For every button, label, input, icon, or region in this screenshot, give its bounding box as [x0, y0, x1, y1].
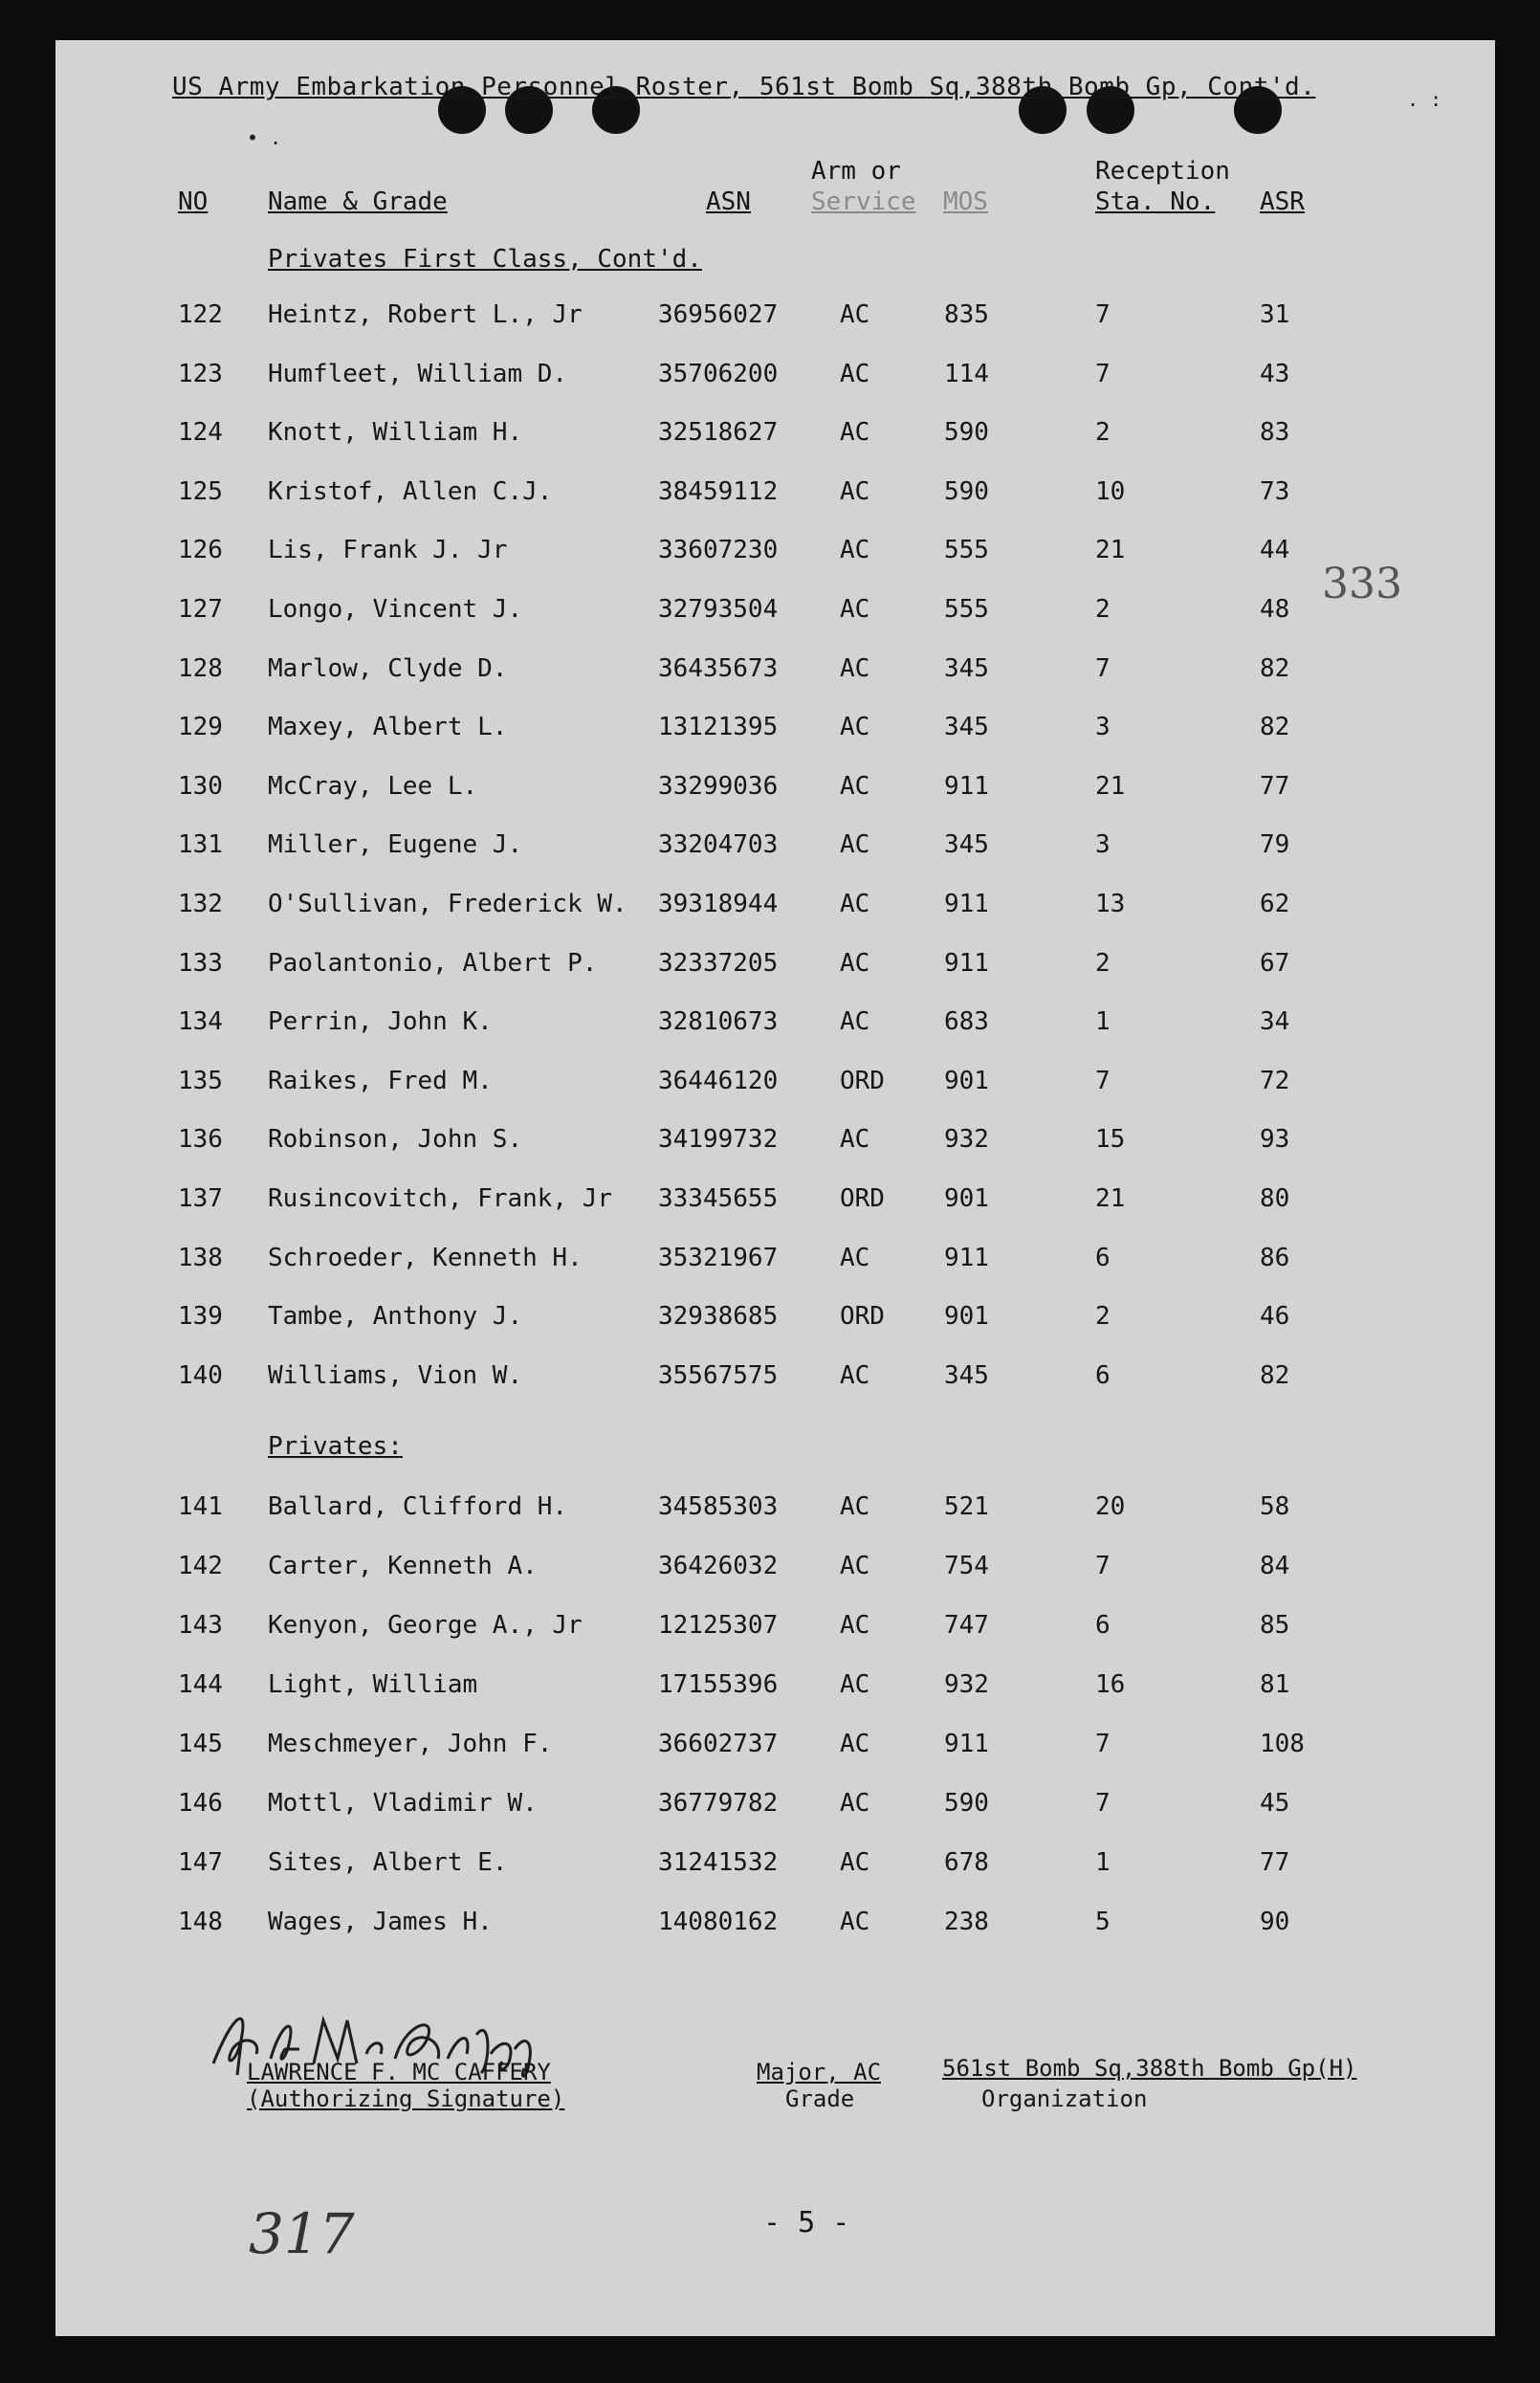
row-reception-sta: 6: [1095, 1611, 1111, 1640]
row-name-grade: Rusincovitch, Frank, Jr: [268, 1184, 613, 1213]
row-arm-service: AC: [840, 1360, 870, 1390]
row-reception-sta: 10: [1095, 476, 1126, 506]
table-row: [55, 1184, 1495, 1223]
row-reception-sta: 16: [1095, 1670, 1126, 1699]
row-name-grade: Longo, Vincent J.: [268, 595, 523, 624]
row-mos: 238: [944, 1908, 989, 1936]
row-number: 131: [178, 830, 223, 860]
header-arm-line2: Service: [811, 188, 916, 216]
row-number: 139: [178, 1302, 223, 1332]
row-arm-service: AC: [840, 653, 870, 683]
row-reception-sta: 6: [1095, 1243, 1111, 1272]
row-asn: 12125307: [658, 1611, 779, 1640]
row-name-grade: Lis, Frank J. Jr: [268, 536, 508, 565]
row-asr: 67: [1260, 948, 1290, 978]
row-number: 132: [178, 890, 223, 918]
speck-mark: . :: [1407, 88, 1442, 111]
row-reception-sta: 7: [1095, 1552, 1111, 1580]
row-asr: 81: [1260, 1670, 1290, 1699]
row-mos: 932: [944, 1125, 989, 1155]
row-asr: 46: [1260, 1302, 1290, 1332]
row-mos: 590: [944, 418, 989, 448]
header-no: NO: [178, 188, 209, 216]
header-asn: ASN: [706, 188, 751, 216]
row-number: 146: [178, 1789, 223, 1818]
row-reception-sta: 2: [1095, 1302, 1111, 1332]
row-arm-service: AC: [840, 890, 870, 918]
row-number: 137: [178, 1184, 223, 1213]
row-reception-sta: 5: [1095, 1908, 1111, 1936]
row-asr: 72: [1260, 1066, 1290, 1095]
table-row: [55, 1730, 1495, 1768]
row-asn: 36602737: [658, 1730, 779, 1758]
row-arm-service: AC: [840, 595, 870, 624]
row-reception-sta: 2: [1095, 418, 1111, 448]
table-row: [55, 1670, 1495, 1709]
row-number: 125: [178, 476, 223, 506]
table-row: [55, 713, 1495, 751]
row-asn: 36956027: [658, 300, 779, 329]
row-name-grade: Raikes, Fred M.: [268, 1066, 493, 1095]
row-name-grade: Ballard, Clifford H.: [268, 1492, 568, 1521]
table-row: [55, 1611, 1495, 1649]
table-row: [55, 595, 1495, 633]
header-reception-line2: Sta. No.: [1095, 188, 1216, 216]
table-row: [55, 1125, 1495, 1163]
row-name-grade: Heintz, Robert L., Jr: [268, 300, 583, 329]
header-name-grade: Name & Grade: [268, 188, 448, 216]
row-number: 123: [178, 359, 223, 388]
row-number: 136: [178, 1125, 223, 1155]
row-asn: 31241532: [658, 1848, 779, 1877]
row-mos: 911: [944, 771, 989, 801]
row-asn: 33607230: [658, 536, 779, 565]
document-title: US Army Embarkation Personnel Roster, 561st Bomb Sq,388th Bomb Gp, Cont'd.: [172, 73, 1316, 101]
row-reception-sta: 21: [1095, 1184, 1126, 1213]
row-number: 142: [178, 1552, 223, 1580]
signature-caption: (Authorizing Signature): [247, 2085, 565, 2112]
table-row: [55, 418, 1495, 456]
row-number: 141: [178, 1492, 223, 1521]
table-row: [55, 1302, 1495, 1340]
row-number: 124: [178, 418, 223, 448]
row-name-grade: McCray, Lee L.: [268, 771, 478, 801]
row-reception-sta: 6: [1095, 1360, 1111, 1390]
table-row: [55, 1552, 1495, 1590]
row-reception-sta: 15: [1095, 1125, 1126, 1155]
row-asr: 77: [1260, 771, 1290, 801]
table-row: [55, 772, 1495, 810]
row-arm-service: ORD: [840, 1302, 885, 1332]
row-asn: 35706200: [658, 359, 779, 388]
margin-number: 333: [1322, 560, 1402, 608]
table-row: [55, 1361, 1495, 1400]
row-asr: 80: [1260, 1184, 1290, 1213]
row-asr: 86: [1260, 1243, 1290, 1272]
row-asn: 35567575: [658, 1360, 779, 1390]
row-name-grade: O'Sullivan, Frederick W.: [268, 890, 627, 918]
row-arm-service: ORD: [840, 1184, 885, 1213]
row-reception-sta: 3: [1095, 830, 1111, 860]
row-number: 128: [178, 653, 223, 683]
table-row: [55, 1848, 1495, 1887]
row-reception-sta: 2: [1095, 948, 1111, 978]
row-mos: 901: [944, 1302, 989, 1332]
row-reception-sta: 13: [1095, 890, 1126, 918]
row-arm-service: AC: [840, 948, 870, 978]
row-asn: 39318944: [658, 890, 779, 918]
row-number: 144: [178, 1670, 223, 1699]
table-row: [55, 1067, 1495, 1105]
row-asr: 43: [1260, 359, 1290, 388]
table-row: [55, 1007, 1495, 1046]
speck-mark: • .: [247, 126, 282, 149]
table-row: [55, 830, 1495, 869]
row-name-grade: Kristof, Allen C.J.: [268, 476, 553, 506]
grade-value: Major, AC: [757, 2059, 882, 2085]
table-row: [55, 654, 1495, 693]
row-asn: 32793504: [658, 595, 779, 624]
row-asr: 44: [1260, 536, 1290, 565]
table-row: [55, 300, 1495, 339]
row-reception-sta: 2: [1095, 595, 1111, 624]
row-mos: 835: [944, 300, 989, 329]
row-mos: 345: [944, 1360, 989, 1390]
row-reception-sta: 7: [1095, 300, 1111, 329]
row-number: 143: [178, 1611, 223, 1640]
row-asr: 82: [1260, 713, 1290, 742]
row-mos: 521: [944, 1492, 989, 1521]
row-number: 126: [178, 536, 223, 565]
row-arm-service: AC: [840, 1243, 870, 1272]
row-asr: 31: [1260, 300, 1290, 329]
row-asn: 17155396: [658, 1670, 779, 1699]
row-mos: 747: [944, 1611, 989, 1640]
row-mos: 901: [944, 1184, 989, 1213]
row-asr: 82: [1260, 1360, 1290, 1390]
row-name-grade: Perrin, John K.: [268, 1007, 493, 1037]
table-row: [55, 477, 1495, 516]
row-arm-service: AC: [840, 1730, 870, 1758]
roster-page: [55, 40, 1495, 2336]
row-asn: 38459112: [658, 476, 779, 506]
row-mos: 590: [944, 1789, 989, 1818]
row-reception-sta: 21: [1095, 536, 1126, 565]
row-arm-service: AC: [840, 418, 870, 448]
row-arm-service: ORD: [840, 1066, 885, 1095]
header-mos: MOS: [943, 188, 988, 216]
row-asr: 84: [1260, 1552, 1290, 1580]
row-arm-service: AC: [840, 1670, 870, 1699]
row-asn: 34199732: [658, 1125, 779, 1155]
row-name-grade: Maxey, Albert L.: [268, 713, 508, 742]
row-arm-service: AC: [840, 300, 870, 329]
row-arm-service: AC: [840, 1125, 870, 1155]
row-name-grade: Schroeder, Kenneth H.: [268, 1243, 583, 1272]
row-mos: 345: [944, 830, 989, 860]
row-mos: 911: [944, 1243, 989, 1272]
section-title: Privates:: [268, 1432, 403, 1461]
row-reception-sta: 7: [1095, 653, 1111, 683]
row-name-grade: Paolantonio, Albert P.: [268, 948, 598, 978]
header-asr: ASR: [1260, 188, 1305, 216]
row-asr: 58: [1260, 1492, 1290, 1521]
row-asr: 82: [1260, 653, 1290, 683]
row-arm-service: AC: [840, 359, 870, 388]
section-title: Privates First Class, Cont'd.: [268, 245, 702, 274]
row-mos: 555: [944, 536, 989, 565]
row-arm-service: AC: [840, 536, 870, 565]
row-number: 147: [178, 1848, 223, 1877]
row-asn: 14080162: [658, 1908, 779, 1936]
table-row: [55, 360, 1495, 398]
row-number: 135: [178, 1066, 223, 1095]
row-mos: 683: [944, 1007, 989, 1037]
row-mos: 911: [944, 948, 989, 978]
row-name-grade: Kenyon, George A., Jr: [268, 1611, 583, 1640]
row-asn: 33345655: [658, 1184, 779, 1213]
table-row: [55, 949, 1495, 987]
handwritten-page-number: 317: [249, 2201, 355, 2266]
row-name-grade: Knott, William H.: [268, 418, 523, 448]
organization-value: 561st Bomb Sq,388th Bomb Gp(H): [942, 2055, 1357, 2082]
row-name-grade: Wages, James H.: [268, 1908, 493, 1936]
row-mos: 754: [944, 1552, 989, 1580]
row-arm-service: AC: [840, 1908, 870, 1936]
row-mos: 114: [944, 359, 989, 388]
row-asr: 77: [1260, 1848, 1290, 1877]
row-number: 145: [178, 1730, 223, 1758]
row-asr: 93: [1260, 1125, 1290, 1155]
row-number: 133: [178, 948, 223, 978]
row-mos: 932: [944, 1670, 989, 1699]
row-asn: 36426032: [658, 1552, 779, 1580]
row-reception-sta: 7: [1095, 1789, 1111, 1818]
row-mos: 911: [944, 1730, 989, 1758]
row-mos: 678: [944, 1848, 989, 1877]
header-reception-line1: Reception: [1095, 157, 1230, 186]
row-reception-sta: 20: [1095, 1492, 1126, 1521]
row-mos: 345: [944, 653, 989, 683]
row-name-grade: Light, William: [268, 1670, 478, 1699]
table-row: [55, 890, 1495, 928]
row-mos: 345: [944, 713, 989, 742]
row-asn: 32810673: [658, 1007, 779, 1037]
row-arm-service: AC: [840, 1492, 870, 1521]
row-arm-service: AC: [840, 1552, 870, 1580]
row-number: 122: [178, 300, 223, 329]
row-arm-service: AC: [840, 1848, 870, 1877]
row-name-grade: Marlow, Clyde D.: [268, 653, 508, 683]
table-row: [55, 1908, 1495, 1946]
row-asr: 34: [1260, 1007, 1290, 1037]
table-row: [55, 1789, 1495, 1827]
row-asn: 32337205: [658, 948, 779, 978]
row-mos: 901: [944, 1066, 989, 1095]
row-asn: 35321967: [658, 1243, 779, 1272]
row-reception-sta: 21: [1095, 771, 1126, 801]
row-reception-sta: 1: [1095, 1007, 1111, 1037]
row-name-grade: Carter, Kenneth A.: [268, 1552, 538, 1580]
row-asn: 13121395: [658, 713, 779, 742]
table-row: [55, 536, 1495, 574]
row-arm-service: AC: [840, 713, 870, 742]
row-arm-service: AC: [840, 1611, 870, 1640]
row-asn: 34585303: [658, 1492, 779, 1521]
header-arm-line1: Arm or: [811, 157, 901, 186]
row-asn: 33204703: [658, 830, 779, 860]
row-name-grade: Robinson, John S.: [268, 1125, 523, 1155]
row-number: 148: [178, 1908, 223, 1936]
row-number: 138: [178, 1243, 223, 1272]
row-asr: 48: [1260, 595, 1290, 624]
row-asn: 36446120: [658, 1066, 779, 1095]
row-name-grade: Humfleet, William D.: [268, 359, 568, 388]
row-name-grade: Sites, Albert E.: [268, 1848, 508, 1877]
table-row: [55, 1492, 1495, 1531]
row-arm-service: AC: [840, 830, 870, 860]
row-number: 129: [178, 713, 223, 742]
grade-label: Grade: [785, 2085, 855, 2112]
row-asr: 85: [1260, 1611, 1290, 1640]
row-asn: 32518627: [658, 418, 779, 448]
table-row: [55, 1244, 1495, 1282]
row-mos: 555: [944, 595, 989, 624]
row-arm-service: AC: [840, 1789, 870, 1818]
row-asr: 108: [1260, 1730, 1305, 1758]
row-arm-service: AC: [840, 771, 870, 801]
row-name-grade: Tambe, Anthony J.: [268, 1302, 523, 1332]
row-asr: 45: [1260, 1789, 1290, 1818]
row-number: 130: [178, 771, 223, 801]
row-reception-sta: 7: [1095, 359, 1111, 388]
row-arm-service: AC: [840, 1007, 870, 1037]
row-number: 134: [178, 1007, 223, 1037]
row-asn: 33299036: [658, 771, 779, 801]
row-asn: 36435673: [658, 653, 779, 683]
row-reception-sta: 7: [1095, 1066, 1111, 1095]
row-name-grade: Miller, Eugene J.: [268, 830, 523, 860]
row-asr: 73: [1260, 476, 1290, 506]
row-number: 140: [178, 1360, 223, 1390]
row-asr: 90: [1260, 1908, 1290, 1936]
row-name-grade: Williams, Vion W.: [268, 1360, 523, 1390]
row-asn: 32938685: [658, 1302, 779, 1332]
row-mos: 911: [944, 890, 989, 918]
signer-name: LAWRENCE F. MC CAFFERY: [247, 2059, 551, 2085]
row-asr: 83: [1260, 418, 1290, 448]
row-number: 127: [178, 595, 223, 624]
organization-label: Organization: [981, 2085, 1148, 2112]
row-mos: 590: [944, 476, 989, 506]
row-name-grade: Meschmeyer, John F.: [268, 1730, 553, 1758]
row-asn: 36779782: [658, 1789, 779, 1818]
row-reception-sta: 7: [1095, 1730, 1111, 1758]
page-number: - 5 -: [763, 2206, 850, 2240]
row-arm-service: AC: [840, 476, 870, 506]
row-reception-sta: 3: [1095, 713, 1111, 742]
row-reception-sta: 1: [1095, 1848, 1111, 1877]
row-name-grade: Mottl, Vladimir W.: [268, 1789, 538, 1818]
row-asr: 62: [1260, 890, 1290, 918]
row-asr: 79: [1260, 830, 1290, 860]
